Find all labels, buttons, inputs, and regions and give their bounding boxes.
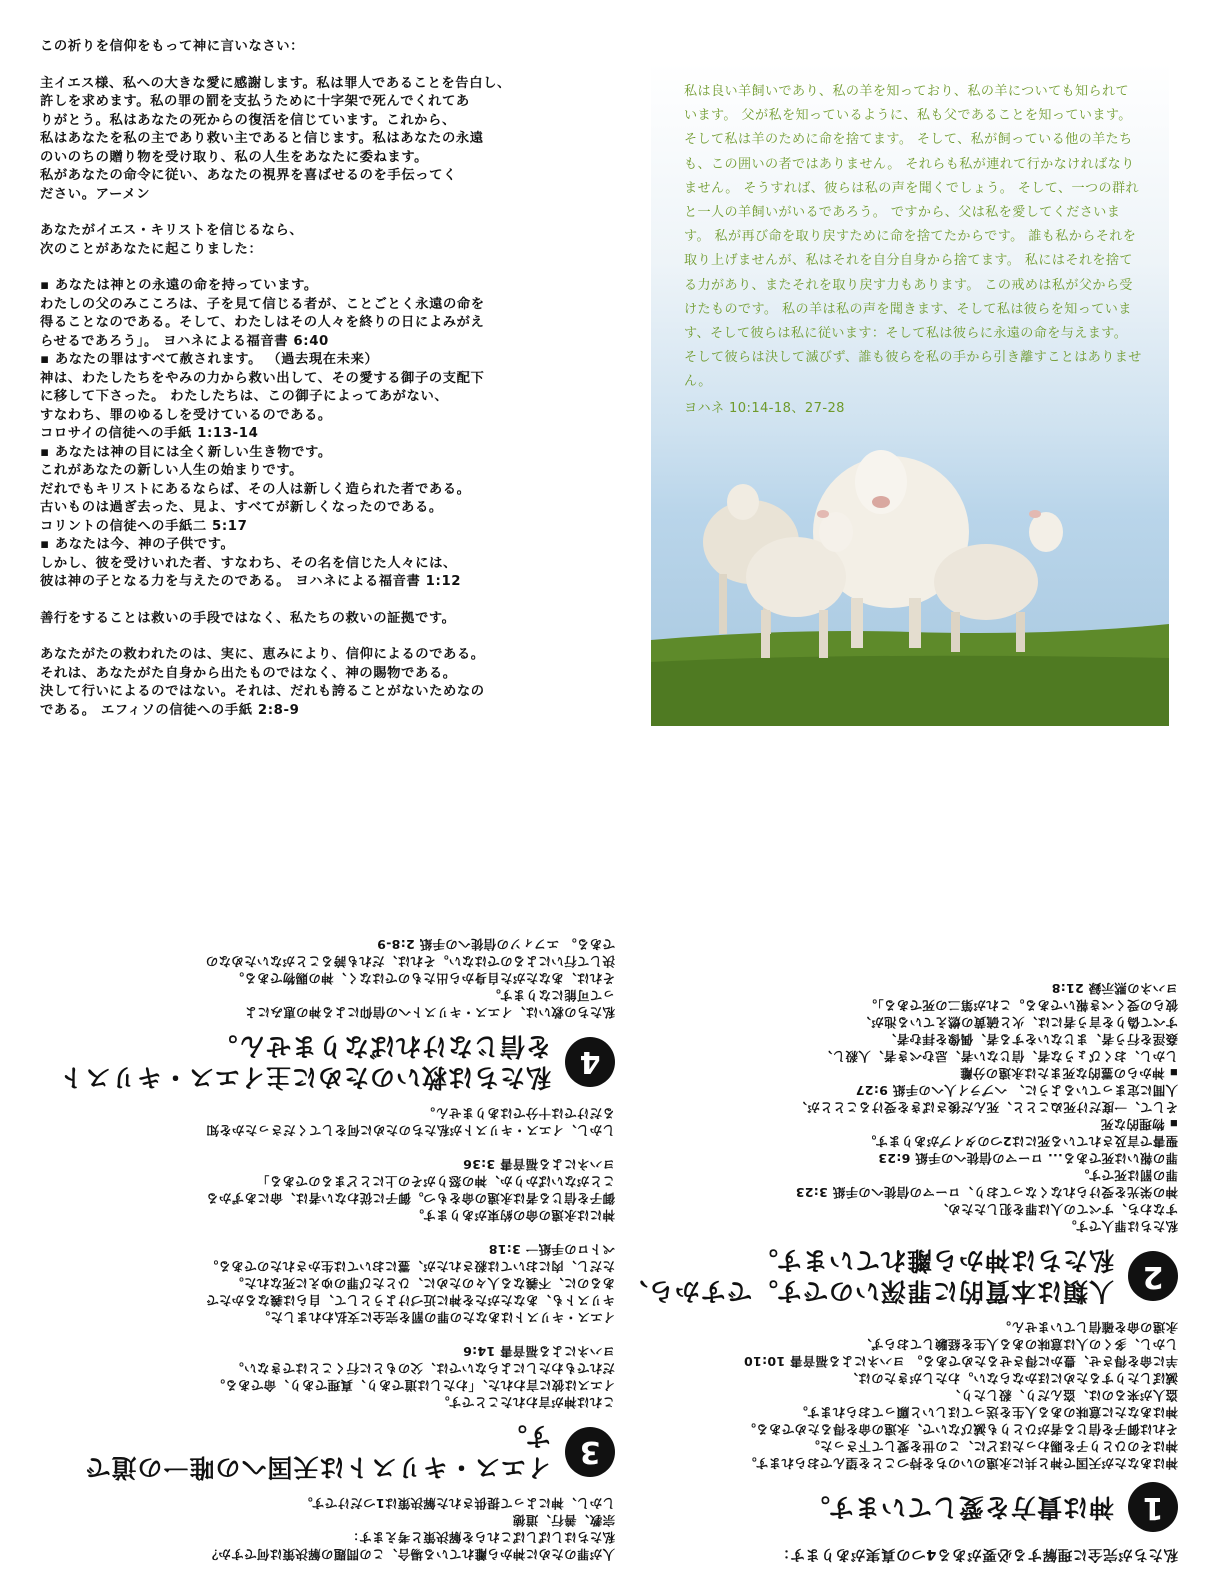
- results-body: ▪ あなたは神との永遠の命を持っています。 わたしの父のみこころは、子を見て信じる者が、ことごとく永遠の命を 得ることなのである。そして、わたしはその人々を終りの日によみがえ らせるであろう」。 ヨハネによる福音書 6:40 ▪ あなたの罪はすべて赦されます。 （過去現在未来） 神は、わたしたちをやみの力から救い出して、その愛する御子の支配下 に移して下さった。 わたしたちは、この御子によってあがない、 すなわち、罪のゆるしを受けているのである。 コロサイの信徒への手紙 1:13-14 ▪ あなたは神の目には全く新しい生き物です。 これがあなたの新しい人生の始まりです。 だれでもキリストにあるならば、その人は新しく造られた者である。 古いものは過ぎ去った、見よ、すべてが新しくなったのである。 コリントの信徒への手紙二 5:17 ▪ あなたは今、神の子供です。 しかし、彼を受けいれた者、すなわち、その名を信じた人々には、 彼は神の子となる力を与えたのである。 ヨハネによる福音書 1:12: [40, 278, 485, 589]
- verse-body: 私は良い羊飼いであり、私の羊を知っており、私の羊についても知られています。 父が私を知っているように、私も父であることを知っています。 そして私は羊のために命を捨てます。 そして、私が飼っている他の羊たちも、この囲いの者ではありません。 それらも私が連れて行かなければなりません。 そうすれば、彼らは私の声を聞くでしょう。 そして、一つの群れと一人の羊飼いがいるであろう。 ですから、父は私を愛してくださいます。 私が再び命を取り戻すために命を捨てたからです。 誰も私からそれを取り上げませんが、私はそれを自分自身から捨てます。 私にはそれを捨てる力があり、またそれを取り戻す力もあります。 この戒めは私が父から受けたものです。 私の羊は私の声を聞きます、そして私は彼らを知っています、そして彼らは私に従います：そして私は彼らに永遠の命を与えます。 そして彼らは決して滅びず、誰も彼らを私の手から引き離すことはありません。: [684, 84, 1142, 390]
- section-2-title: 人類は本質的に罪深いのです。ですから、私たちは神から離れています。: [621, 1246, 1114, 1307]
- section-2-body: 私たちは罪人です。 すなわち、すべての人は罪を犯したため、 神の栄光を受けられなくなっており、ローマの信徒への手紙 3:23 罪の罰は死です。 罪の報いは死である... ローマの信徒への手紙 6:23 聖書で言及されている死には2つのタイプがあります。 ▪ 物理的な死 そして、一度だけ死ぬことと、死んだ後さばきを受けることとが、 人間に定まっているように、 ヘブライ人への手紙 9:27 ▪ 神からの霊的な死または永遠の分離 しかし、おくびょうな者、信じない者、忌むべき者、人殺し、 姦淫を行う者、まじないをする者、偶像を拝む者、 すべて偽りを言う者には、火と硫黄の燃えている池が、 彼らの受くべき報いである。これが第二の死である」。 ヨハネの黙示録 21:8: [794, 981, 1178, 1235]
- results-intro: あなたがイエス・キリストを信じるなら、 次のことがあなたに起こりました：: [40, 223, 304, 257]
- section-4-title: 私たちは救いのために主イエス・キリストを信じなければなりません。: [58, 1032, 551, 1092]
- section-4-number: 4: [565, 1037, 615, 1087]
- section-4-body: 私たちの救いは、イエス・キリストへの信仰による神の恵みによ って可能になります。 それは、あなたがた自身から出たものではなく、神の賜物である。 決して行いによるのではない。それは、だれも誇ることがないためなの である。 エフィソの信徒への手紙 2:8-9: [205, 937, 615, 1020]
- section-2-heading: [618, 1246, 1178, 1308]
- grace-verse: あなたがたの救われたのは、実に、恵みにより、信仰によるのである。 それは、あなたがた自身から出たものではなく、神の賜物である。 決して行いによるのではない。それは、だれも誇ることがないためなの である。 エフィソの信徒への手紙 2:8-9: [40, 647, 485, 718]
- prayer-intro: この祈りを信仰をもって神に言いなさい：: [40, 39, 305, 54]
- sections-3-4-panel: [40, 818, 615, 1563]
- section-2-number: 2: [1128, 1252, 1178, 1302]
- works-statement: 善行をすることは救いの手段ではなく、私たちの救いの証拠です。: [40, 610, 456, 626]
- section-1-title: 神は貴方を愛しています。: [803, 1493, 1114, 1522]
- section-1-number: 1: [1128, 1483, 1178, 1533]
- section-1-body: 神はあなたが天国で神と共に永遠のいのちを持つことを望んでおられます。 神はそのひとり子を賜わったほどに、この世を愛して下さった。 それは御子を信じる者がひとりも滅びないで、永遠の命を得るためである。 神はあなたに意味のある人生を送ってほしいと願っておられます。 盗人が来るのは、盗んだり、殺したり、 滅ぼしたりするためにほかならない。わたしがきたのは、 羊に命を得させ、豊かに得させるためである。 ヨハネによる福音書 10:10 しかし、多くの人は意味のある人生を経験しておらず、 永遠の命を確信していません。: [743, 1320, 1178, 1472]
- sheep-photo: [651, 62, 1169, 726]
- verse-reference: ヨハネ 10:14-18、27-28: [684, 400, 845, 416]
- four-truths-lead: 私たちが完全に理解する必要がある4つの真実があります：: [774, 1546, 1178, 1562]
- verse-text: [684, 80, 1142, 421]
- section-3-number: 3: [565, 1427, 615, 1477]
- section-1-heading: [618, 1483, 1178, 1533]
- section-4-heading: [40, 1031, 615, 1093]
- prayer-panel: [40, 38, 615, 758]
- sections-1-2-panel: [618, 818, 1178, 1563]
- section-3-title: イエス・キリストは天国への唯一の道です。: [84, 1422, 551, 1482]
- section-3-heading: [40, 1421, 615, 1483]
- section-3-body: これは神が言われたことです。 イエスは彼に言われた、「わたしは道であり、真理であり、命である。 だれでもわたしによらないでは、父のもとに行くことはできない。 ヨハネによる福音書 14:6 イエス・キリストはあなたの罪の罰を完全に支払われました。 キリストも、あなたがたを神に近づけようとして、自らは義なるかたで あるのに、不義なる人々のために、ひとたび罪のゆえに死なれた。 ただし、肉においては殺されたが、霊においては生かされたのである。 ペトロの手紙一 3:18 神には永遠の命の約束があります。 御子を信じる者は永遠の命をもつ。御子に従わない者は、命にあずかる ことがないばかりか、神の怒りがその上にとどまるのである」 ヨハネによる福音書 3:36 しかし、イエス・キリストが私たちのために何をしてくださったかを知 るだけでは十分ではありません。: [205, 1106, 615, 1410]
- prayer-body: 主イエス様、私への大きな愛に感謝します。私は罪人であることを告白し、 許しを求めます。私の罪の罰を支払うために十字架で死んでくれてあ りがとう。私はあなたの死からの復活を信じています。これから、 私はあなたを私の主であり救い主であると信じます。私はあなたの永遠 のいのちの贈り物を受け取り、私の人生をあなたに委ねます。 私があなたの命令に従い、あなたの視界を喜ばせるのを手伝ってく ださい。アーメン: [40, 75, 511, 202]
- section-3-intro: 人が罪のために神から離れている場合、この問題の解決策は何ですか？ 私たちはしばしばこれらを解決策と考えます： 宗教、善行、道徳 しかし、神によって提供された解決策は1つだけです。: [205, 1496, 615, 1562]
- sheep-photo-panel: [651, 62, 1169, 726]
